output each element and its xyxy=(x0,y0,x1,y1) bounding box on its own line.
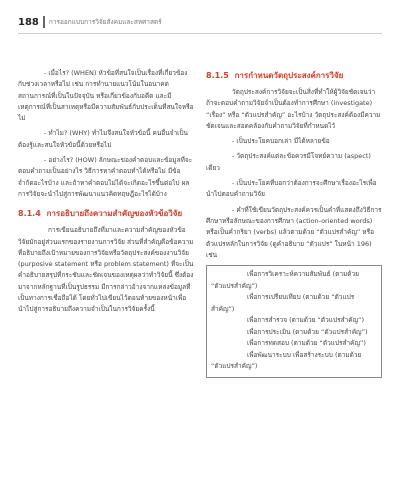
header-divider xyxy=(43,16,45,28)
bullet-item: - เป็นประโยคบอกเล่า มีได้หลายข้อ xyxy=(232,137,330,146)
box-line: “ตัวแปรสำคัญ”) xyxy=(211,281,258,290)
question-why: - ทำไม? (WHY) ทำไมจึงสนใจหัวข้อนี้ คนอื่นจำเป็นต้องรู้และสนใจหัวข้อนี้ด้วยหรือไม่ xyxy=(18,129,188,149)
question-when: - เมื่อไร? (WHEN) หัวข้อที่สนใจเป็นเรื่องที่เกี่ยวข้องกับช่วงเวลาหรือไม่ เช่น การทำนายแนวโน้มในอนาคต สถานการณ์ที่เป็นในปัจจุบัน หรือเกี่ยวข้องกับอดีต และมีเหตุการณ์ที่เป็นสาเหตุหรือมีความสัมพันธ์กับประเด็นที่สนใจหรือไม่ xyxy=(18,69,194,123)
left-column xyxy=(18,68,194,320)
objective-examples-box xyxy=(206,265,382,378)
section-heading-8-1-4 xyxy=(18,208,194,219)
bullet-item: - วัตถุประสงค์แต่ละข้อควรมีโจทย์ความ (aspect) เดียว xyxy=(206,152,371,172)
section-intro: วัตถุประสงค์การวิจัยจะเป็นสิ่งที่ทำให้ผู้วิจัยชัดเจนว่า ถ้าจะตอบคำถามวิจัยจำเป็นต้องทำการศึกษา (investigate) “เรื่อง” หรือ “ตัวแปรสำคัญ” อะไรบ้าง วัตถุประสงค์ต้องมีความชัดเจนและสอดคล้องกับคำถามวิจัยที่กำหนดไว้ xyxy=(206,88,381,130)
bullet-item: - คำที่ใช้เขียนวัตถุประสงค์ควรเป็นคำที่แสดงถึงวิธีการศึกษาหรือลักษณะของการศึกษา (action-oriented words) หรือเป็นคำกริยา (verbs) แล้วตามด้วย “ตัวแปรสำคัญ” หรือตัวแปรหลักในการวิจัย (ดูคำอธิบาย “ตัวแปร” ในหน้า 196) เช่น xyxy=(206,205,382,259)
section-number: 8.1.5 xyxy=(206,71,229,80)
page-header xyxy=(18,12,382,32)
box-line: เพื่อการสำรวจ (ตามด้วย “ตัวแปรสำคัญ”) xyxy=(247,316,365,325)
box-line: เพื่อการเปรียบเทียบ (ตามด้วย “ตัวแปร xyxy=(247,293,355,302)
box-line: เพื่อการประเมิน (ตามด้วย “ตัวแปรสำคัญ”) xyxy=(247,327,368,336)
running-title: การออกแบบการวิจัยสังคมและสหศาสตร์ xyxy=(48,18,162,26)
box-line: เพื่อพัฒนาระบบ เพื่อสร้างระบบ (ตามด้วย xyxy=(247,350,362,359)
question-how: - อย่างไร? (HOW) ลักษณะของคำตอบและข้อมูลที่จะตอบคำถามเป็นอย่างไร วิธีการหาคำตอบทำได้หรือไม่ มีข้อจำกัดอะไรบ้าง และถ้าหาคำตอบไม่ได้จะเกิดอะไรขึ้นต่อไป ผลการวิจัยจะนำไปสู่การพัฒนาแนวคิดทฤษฎีอะไรได้บ้าง xyxy=(18,156,193,198)
page-number: 188 xyxy=(18,16,39,28)
section-heading-8-1-5 xyxy=(206,70,382,81)
box-line: เพื่อการทดสอบ (ตามด้วย “ตัวแปรสำคัญ”) xyxy=(247,339,366,348)
section-number: 8.1.4 xyxy=(18,209,41,219)
bullet-item: - เป็นประโยคที่บอกว่าต้องการจะศึกษาเรื่องอะไรเพื่อนำไปตอบคำถามวิจัย xyxy=(206,179,377,199)
header-rule xyxy=(18,33,382,34)
section-title: การกำหนดวัตถุประสงค์การวิจัย xyxy=(234,71,344,80)
box-line: สำคัญ”) xyxy=(211,304,235,313)
box-line: เพื่อการวิเคราะห์ความสัมพันธ์ (ตามด้วย xyxy=(247,270,359,279)
right-column xyxy=(206,70,382,378)
box-line: “ตัวแปรสำคัญ”) xyxy=(211,362,258,371)
section-body: การเขียนอธิบายถึงที่มาและความสำคัญของหัวข้อวิจัยมักอยู่ส่วนแรกของรายงานการวิจัย ส่วนที่สำคัญคือข้อความที่อธิบายถึงเป้าหมายของการวิจัยหรือวัตถุประสงค์ของงานวิจัย (purposive statement หรือ problem statement) ที่จะเป็นคำอธิบายสรุปที่กระชับและชัดเจนของเหตุผลว่าทำวิจัยนี้ ซึ่งต้องมาจากหลักฐานที่เป็นรูปธรรม มีการกล่าวอ้างจากแหล่งข้อมูลที่เป็นทางการเชื่อถือได้ โดยทั่วไปเขียนไว้ตอนท้ายของหน้าเพื่อนำไปสู่การอธิบายถึงความจำเป็นในการวิจัยครั้งนี้ xyxy=(18,226,194,314)
section-title: การอธิบายถึงความสำคัญของหัวข้อวิจัย xyxy=(46,209,183,219)
